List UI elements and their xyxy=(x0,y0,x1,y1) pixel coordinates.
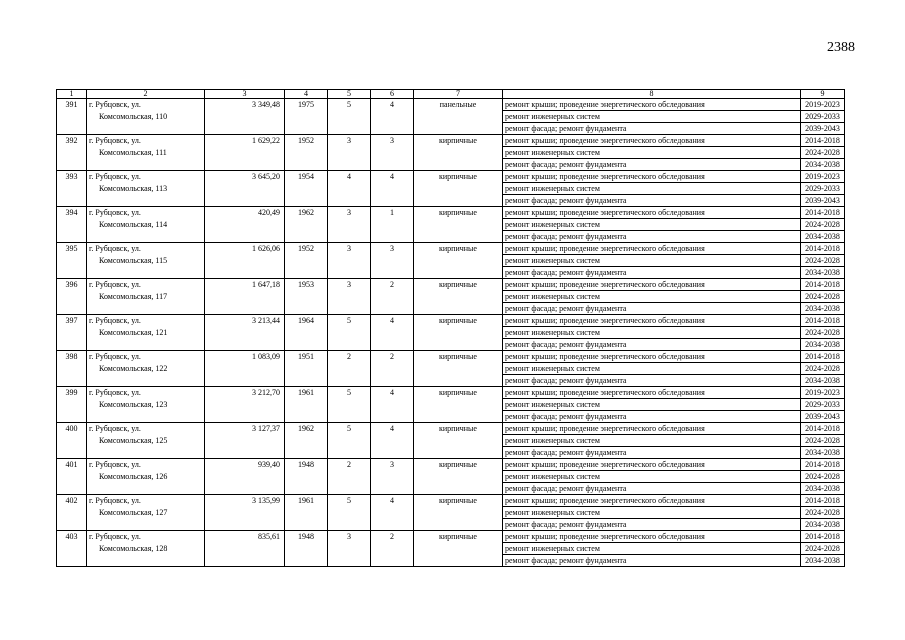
wall-material-cell: кирпичные xyxy=(414,531,503,567)
year-cell: 1975 xyxy=(285,99,328,135)
work-period-cell: 2019-2023 xyxy=(801,99,845,111)
address-house: Комсомольская, 111 xyxy=(99,148,167,157)
work-period-cell: 2024-2028 xyxy=(801,327,845,339)
entrances-cell: 4 xyxy=(371,423,414,459)
work-type-cell: ремонт крыши; проведение энергетического обследования xyxy=(503,351,801,363)
year-cell: 1962 xyxy=(285,207,328,243)
address-cell xyxy=(87,459,205,495)
floors-cell: 3 xyxy=(328,135,371,171)
row-number: 401 xyxy=(57,459,87,495)
address-city-street: г. Рубцовск, ул. xyxy=(89,280,141,289)
floors-cell: 5 xyxy=(328,315,371,351)
work-type-cell: ремонт фасада; ремонт фундамента xyxy=(503,483,801,495)
area-cell: 3 213,44 xyxy=(205,315,285,351)
work-period-cell: 2014-2018 xyxy=(801,531,845,543)
work-type-cell: ремонт инженерных систем xyxy=(503,111,801,123)
work-period-cell: 2014-2018 xyxy=(801,459,845,471)
work-type-cell: ремонт инженерных систем xyxy=(503,471,801,483)
address-city-street: г. Рубцовск, ул. xyxy=(89,460,141,469)
area-cell: 3 135,99 xyxy=(205,495,285,531)
wall-material-cell: кирпичные xyxy=(414,495,503,531)
table-row xyxy=(57,351,845,363)
header-cell-6: 6 xyxy=(371,90,414,99)
address-city-street: г. Рубцовск, ул. xyxy=(89,316,141,325)
wall-material-cell: кирпичные xyxy=(414,315,503,351)
header-cell-8: 8 xyxy=(503,90,801,99)
row-number: 396 xyxy=(57,279,87,315)
work-type-cell: ремонт инженерных систем xyxy=(503,327,801,339)
table-row xyxy=(57,279,845,291)
address-house: Комсомольская, 115 xyxy=(99,256,168,265)
year-cell: 1961 xyxy=(285,495,328,531)
address-cell xyxy=(87,207,205,243)
area-cell: 3 349,48 xyxy=(205,99,285,135)
floors-cell: 2 xyxy=(328,459,371,495)
year-cell: 1953 xyxy=(285,279,328,315)
work-period-cell: 2034-2038 xyxy=(801,159,845,171)
work-type-cell: ремонт фасада; ремонт фундамента xyxy=(503,123,801,135)
row-number: 394 xyxy=(57,207,87,243)
work-period-cell: 2019-2023 xyxy=(801,387,845,399)
address-house: Комсомольская, 114 xyxy=(99,220,168,229)
work-period-cell: 2034-2038 xyxy=(801,339,845,351)
address-city-street: г. Рубцовск, ул. xyxy=(89,424,141,433)
area-cell: 1 647,18 xyxy=(205,279,285,315)
work-type-cell: ремонт крыши; проведение энергетического обследования xyxy=(503,135,801,147)
table-row xyxy=(57,99,845,111)
work-type-cell: ремонт фасада; ремонт фундамента xyxy=(503,555,801,567)
work-period-cell: 2034-2038 xyxy=(801,267,845,279)
address-house: Комсомольская, 126 xyxy=(99,472,168,481)
year-cell: 1948 xyxy=(285,459,328,495)
work-type-cell: ремонт инженерных систем xyxy=(503,291,801,303)
address-cell xyxy=(87,351,205,387)
work-period-cell: 2029-2033 xyxy=(801,111,845,123)
address-cell xyxy=(87,387,205,423)
floors-cell: 3 xyxy=(328,207,371,243)
header-cell-1: 1 xyxy=(57,90,87,99)
wall-material-cell: кирпичные xyxy=(414,171,503,207)
area-cell: 835,61 xyxy=(205,531,285,567)
work-period-cell: 2014-2018 xyxy=(801,279,845,291)
area-cell: 1 629,22 xyxy=(205,135,285,171)
floors-cell: 3 xyxy=(328,279,371,315)
work-period-cell: 2014-2018 xyxy=(801,207,845,219)
table-row xyxy=(57,495,845,507)
work-period-cell: 2024-2028 xyxy=(801,291,845,303)
wall-material-cell: кирпичные xyxy=(414,387,503,423)
work-type-cell: ремонт крыши; проведение энергетического обследования xyxy=(503,531,801,543)
year-cell: 1954 xyxy=(285,171,328,207)
year-cell: 1948 xyxy=(285,531,328,567)
wall-material-cell: кирпичные xyxy=(414,207,503,243)
area-cell: 420,49 xyxy=(205,207,285,243)
area-cell: 1 083,09 xyxy=(205,351,285,387)
work-type-cell: ремонт фасада; ремонт фундамента xyxy=(503,231,801,243)
entrances-cell: 4 xyxy=(371,99,414,135)
address-house: Комсомольская, 113 xyxy=(99,184,168,193)
floors-cell: 5 xyxy=(328,423,371,459)
area-cell: 3 127,37 xyxy=(205,423,285,459)
work-type-cell: ремонт инженерных систем xyxy=(503,147,801,159)
work-period-cell: 2034-2038 xyxy=(801,375,845,387)
entrances-cell: 4 xyxy=(371,495,414,531)
header-row xyxy=(57,90,845,99)
entrances-cell: 4 xyxy=(371,171,414,207)
table-row xyxy=(57,459,845,471)
year-cell: 1962 xyxy=(285,423,328,459)
entrances-cell: 2 xyxy=(371,531,414,567)
address-cell xyxy=(87,495,205,531)
row-number: 395 xyxy=(57,243,87,279)
work-period-cell: 2034-2038 xyxy=(801,555,845,567)
table-row xyxy=(57,531,845,543)
address-city-street: г. Рубцовск, ул. xyxy=(89,352,141,361)
floors-cell: 5 xyxy=(328,387,371,423)
address-cell xyxy=(87,279,205,315)
address-house: Комсомольская, 121 xyxy=(99,328,168,337)
year-cell: 1952 xyxy=(285,243,328,279)
entrances-cell: 3 xyxy=(371,459,414,495)
repair-schedule-table xyxy=(56,89,845,567)
work-type-cell: ремонт фасада; ремонт фундамента xyxy=(503,411,801,423)
work-type-cell: ремонт крыши; проведение энергетического обследования xyxy=(503,423,801,435)
work-type-cell: ремонт инженерных систем xyxy=(503,399,801,411)
work-type-cell: ремонт крыши; проведение энергетического обследования xyxy=(503,99,801,111)
work-period-cell: 2024-2028 xyxy=(801,363,845,375)
entrances-cell: 3 xyxy=(371,135,414,171)
work-period-cell: 2029-2033 xyxy=(801,183,845,195)
floors-cell: 5 xyxy=(328,99,371,135)
work-period-cell: 2034-2038 xyxy=(801,231,845,243)
area-cell: 939,40 xyxy=(205,459,285,495)
address-cell xyxy=(87,135,205,171)
row-number: 402 xyxy=(57,495,87,531)
work-period-cell: 2034-2038 xyxy=(801,483,845,495)
entrances-cell: 4 xyxy=(371,315,414,351)
work-type-cell: ремонт инженерных систем xyxy=(503,507,801,519)
address-house: Комсомольская, 123 xyxy=(99,400,168,409)
address-house: Комсомольская, 122 xyxy=(99,364,168,373)
work-type-cell: ремонт крыши; проведение энергетического обследования xyxy=(503,243,801,255)
work-type-cell: ремонт инженерных систем xyxy=(503,543,801,555)
work-type-cell: ремонт крыши; проведение энергетического обследования xyxy=(503,207,801,219)
work-period-cell: 2029-2033 xyxy=(801,399,845,411)
address-city-street: г. Рубцовск, ул. xyxy=(89,208,141,217)
work-type-cell: ремонт крыши; проведение энергетического обследования xyxy=(503,171,801,183)
work-type-cell: ремонт крыши; проведение энергетического обследования xyxy=(503,315,801,327)
work-period-cell: 2039-2043 xyxy=(801,411,845,423)
row-number: 400 xyxy=(57,423,87,459)
work-type-cell: ремонт фасада; ремонт фундамента xyxy=(503,195,801,207)
work-type-cell: ремонт фасада; ремонт фундамента xyxy=(503,303,801,315)
work-period-cell: 2014-2018 xyxy=(801,135,845,147)
address-cell xyxy=(87,423,205,459)
address-cell xyxy=(87,99,205,135)
address-house: Комсомольская, 110 xyxy=(99,112,168,121)
work-type-cell: ремонт инженерных систем xyxy=(503,363,801,375)
floors-cell: 4 xyxy=(328,171,371,207)
work-type-cell: ремонт инженерных систем xyxy=(503,435,801,447)
address-city-street: г. Рубцовск, ул. xyxy=(89,496,141,505)
work-period-cell: 2014-2018 xyxy=(801,315,845,327)
work-period-cell: 2024-2028 xyxy=(801,219,845,231)
table-row xyxy=(57,387,845,399)
work-type-cell: ремонт фасада; ремонт фундамента xyxy=(503,339,801,351)
address-house: Комсомольская, 117 xyxy=(99,292,168,301)
entrances-cell: 2 xyxy=(371,351,414,387)
work-period-cell: 2014-2018 xyxy=(801,495,845,507)
wall-material-cell: кирпичные xyxy=(414,423,503,459)
floors-cell: 5 xyxy=(328,495,371,531)
year-cell: 1951 xyxy=(285,351,328,387)
work-period-cell: 2014-2018 xyxy=(801,423,845,435)
address-cell xyxy=(87,531,205,567)
wall-material-cell: кирпичные xyxy=(414,135,503,171)
table-body xyxy=(57,90,845,567)
row-number: 398 xyxy=(57,351,87,387)
row-number: 403 xyxy=(57,531,87,567)
wall-material-cell: кирпичные xyxy=(414,279,503,315)
header-cell-5: 5 xyxy=(328,90,371,99)
table-row xyxy=(57,135,845,147)
year-cell: 1961 xyxy=(285,387,328,423)
header-cell-4: 4 xyxy=(285,90,328,99)
address-city-street: г. Рубцовск, ул. xyxy=(89,244,141,253)
wall-material-cell: кирпичные xyxy=(414,459,503,495)
work-period-cell: 2039-2043 xyxy=(801,195,845,207)
year-cell: 1964 xyxy=(285,315,328,351)
work-period-cell: 2024-2028 xyxy=(801,507,845,519)
header-cell-9: 9 xyxy=(801,90,845,99)
wall-material-cell: панельные xyxy=(414,99,503,135)
area-cell: 1 626,06 xyxy=(205,243,285,279)
table-row xyxy=(57,423,845,435)
entrances-cell: 2 xyxy=(371,279,414,315)
work-type-cell: ремонт фасада; ремонт фундамента xyxy=(503,159,801,171)
work-period-cell: 2024-2028 xyxy=(801,543,845,555)
work-type-cell: ремонт фасада; ремонт фундамента xyxy=(503,267,801,279)
work-type-cell: ремонт фасада; ремонт фундамента xyxy=(503,375,801,387)
header-cell-3: 3 xyxy=(205,90,285,99)
area-cell: 3 212,70 xyxy=(205,387,285,423)
address-city-street: г. Рубцовск, ул. xyxy=(89,100,141,109)
floors-cell: 3 xyxy=(328,243,371,279)
work-type-cell: ремонт фасада; ремонт фундамента xyxy=(503,519,801,531)
work-type-cell: ремонт крыши; проведение энергетического обследования xyxy=(503,279,801,291)
work-type-cell: ремонт крыши; проведение энергетического обследования xyxy=(503,459,801,471)
work-period-cell: 2034-2038 xyxy=(801,447,845,459)
address-cell xyxy=(87,315,205,351)
work-period-cell: 2014-2018 xyxy=(801,243,845,255)
year-cell: 1952 xyxy=(285,135,328,171)
address-city-street: г. Рубцовск, ул. xyxy=(89,388,141,397)
table-row xyxy=(57,171,845,183)
work-period-cell: 2034-2038 xyxy=(801,519,845,531)
page-number: 2388 xyxy=(827,40,855,55)
address-city-street: г. Рубцовск, ул. xyxy=(89,172,141,181)
row-number: 393 xyxy=(57,171,87,207)
work-period-cell: 2024-2028 xyxy=(801,471,845,483)
work-type-cell: ремонт фасада; ремонт фундамента xyxy=(503,447,801,459)
work-period-cell: 2034-2038 xyxy=(801,303,845,315)
work-period-cell: 2014-2018 xyxy=(801,351,845,363)
wall-material-cell: кирпичные xyxy=(414,351,503,387)
header-cell-2: 2 xyxy=(87,90,205,99)
address-house: Комсомольская, 127 xyxy=(99,508,168,517)
work-type-cell: ремонт крыши; проведение энергетического обследования xyxy=(503,495,801,507)
work-period-cell: 2019-2023 xyxy=(801,171,845,183)
entrances-cell: 1 xyxy=(371,207,414,243)
area-cell: 3 645,20 xyxy=(205,171,285,207)
floors-cell: 3 xyxy=(328,531,371,567)
work-period-cell: 2024-2028 xyxy=(801,435,845,447)
table-row xyxy=(57,207,845,219)
row-number: 391 xyxy=(57,99,87,135)
address-house: Комсомольская, 125 xyxy=(99,436,168,445)
table-row xyxy=(57,315,845,327)
address-house: Комсомольская, 128 xyxy=(99,544,168,553)
floors-cell: 2 xyxy=(328,351,371,387)
work-period-cell: 2039-2043 xyxy=(801,123,845,135)
address-cell xyxy=(87,243,205,279)
work-type-cell: ремонт инженерных систем xyxy=(503,219,801,231)
row-number: 397 xyxy=(57,315,87,351)
entrances-cell: 4 xyxy=(371,387,414,423)
work-type-cell: ремонт инженерных систем xyxy=(503,183,801,195)
work-type-cell: ремонт крыши; проведение энергетического обследования xyxy=(503,387,801,399)
work-type-cell: ремонт инженерных систем xyxy=(503,255,801,267)
row-number: 399 xyxy=(57,387,87,423)
address-city-street: г. Рубцовск, ул. xyxy=(89,532,141,541)
table-row xyxy=(57,243,845,255)
wall-material-cell: кирпичные xyxy=(414,243,503,279)
address-cell xyxy=(87,171,205,207)
entrances-cell: 3 xyxy=(371,243,414,279)
work-period-cell: 2024-2028 xyxy=(801,147,845,159)
row-number: 392 xyxy=(57,135,87,171)
header-cell-7: 7 xyxy=(414,90,503,99)
address-city-street: г. Рубцовск, ул. xyxy=(89,136,141,145)
work-period-cell: 2024-2028 xyxy=(801,255,845,267)
